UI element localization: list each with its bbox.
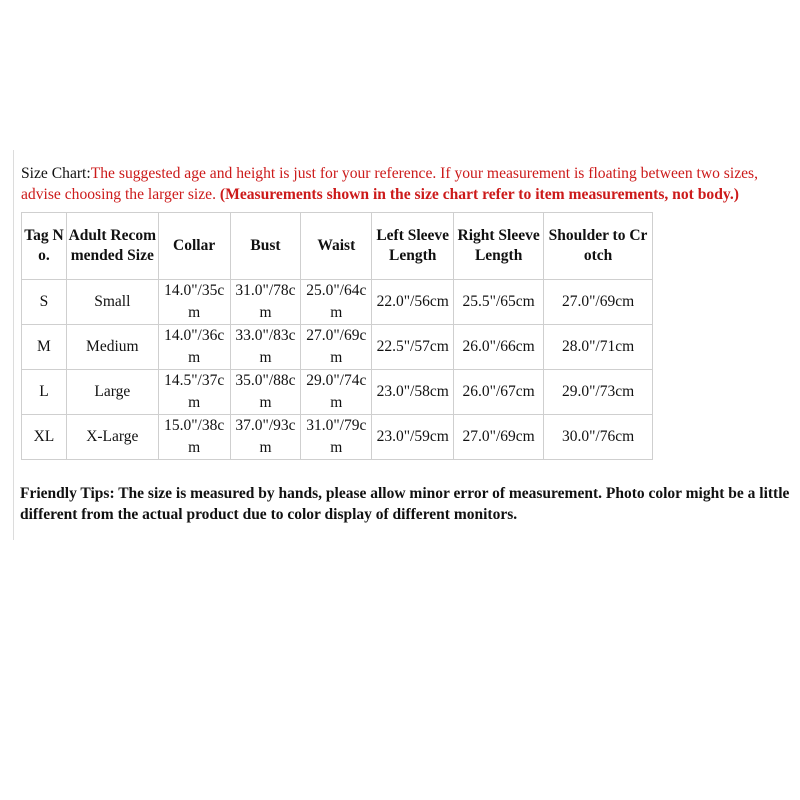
friendly-tips: Friendly Tips: The size is measured by hands, please allow minor error of measurement. Photo color might be a little different from the actual product due to color display of different monitors.: [20, 485, 790, 523]
cell-shoulder-crotch: 29.0"/73cm: [544, 370, 653, 415]
table-header-row: [22, 213, 653, 280]
cell-waist: 25.0"/64cm: [301, 280, 372, 325]
cell-right-sleeve: 25.5"/65cm: [454, 280, 544, 325]
cell-size: Medium: [66, 325, 158, 370]
cell-bust: 31.0"/78cm: [230, 280, 301, 325]
measurement-emphasis: (Measurements shown in the size chart refer to item measurements, not body.): [219, 186, 739, 203]
cell-left-sleeve: 22.0"/56cm: [372, 280, 454, 325]
cell-tag: M: [22, 325, 67, 370]
cell-waist: 27.0"/69cm: [301, 325, 372, 370]
cell-left-sleeve: 23.0"/58cm: [372, 370, 454, 415]
cell-left-sleeve: 23.0"/59cm: [372, 415, 454, 460]
cell-size: X-Large: [66, 415, 158, 460]
table-row: [22, 370, 653, 415]
table-row: [22, 280, 653, 325]
cell-size: Large: [66, 370, 158, 415]
cell-collar: 14.0"/36cm: [158, 325, 230, 370]
table-row: [22, 415, 653, 460]
header-shoulder-crotch: Shoulder to Crotch: [544, 213, 653, 280]
size-chart-intro: [21, 163, 796, 205]
header-recommended-size: Adult Recommended Size: [66, 213, 158, 280]
cell-tag: XL: [22, 415, 67, 460]
left-border-line: [13, 150, 14, 540]
cell-bust: 37.0"/93cm: [230, 415, 301, 460]
header-waist: Waist: [301, 213, 372, 280]
cell-collar: 14.0"/35cm: [158, 280, 230, 325]
size-chart-label: Size Chart:: [21, 165, 91, 182]
cell-tag: S: [22, 280, 67, 325]
cell-size: Small: [66, 280, 158, 325]
cell-tag: L: [22, 370, 67, 415]
cell-collar: 15.0"/38cm: [158, 415, 230, 460]
cell-collar: 14.5"/37cm: [158, 370, 230, 415]
header-bust: Bust: [230, 213, 301, 280]
cell-waist: 31.0"/79cm: [301, 415, 372, 460]
cell-right-sleeve: 27.0"/69cm: [454, 415, 544, 460]
header-left-sleeve: Left Sleeve Length: [372, 213, 454, 280]
table-row: [22, 325, 653, 370]
header-right-sleeve: Right Sleeve Length: [454, 213, 544, 280]
cell-shoulder-crotch: 28.0"/71cm: [544, 325, 653, 370]
header-collar: Collar: [158, 213, 230, 280]
cell-bust: 35.0"/88cm: [230, 370, 301, 415]
cell-right-sleeve: 26.0"/67cm: [454, 370, 544, 415]
cell-waist: 29.0"/74cm: [301, 370, 372, 415]
cell-left-sleeve: 22.5"/57cm: [372, 325, 454, 370]
reference-note: The suggested age and height is just for your reference. If your measurement is floating between two sizes, advise choosing the larger size.: [21, 165, 759, 203]
cell-bust: 33.0"/83cm: [230, 325, 301, 370]
header-tag-no: Tag No.: [22, 213, 67, 280]
cell-shoulder-crotch: 30.0"/76cm: [544, 415, 653, 460]
cell-shoulder-crotch: 27.0"/69cm: [544, 280, 653, 325]
cell-right-sleeve: 26.0"/66cm: [454, 325, 544, 370]
size-table: [21, 212, 653, 460]
